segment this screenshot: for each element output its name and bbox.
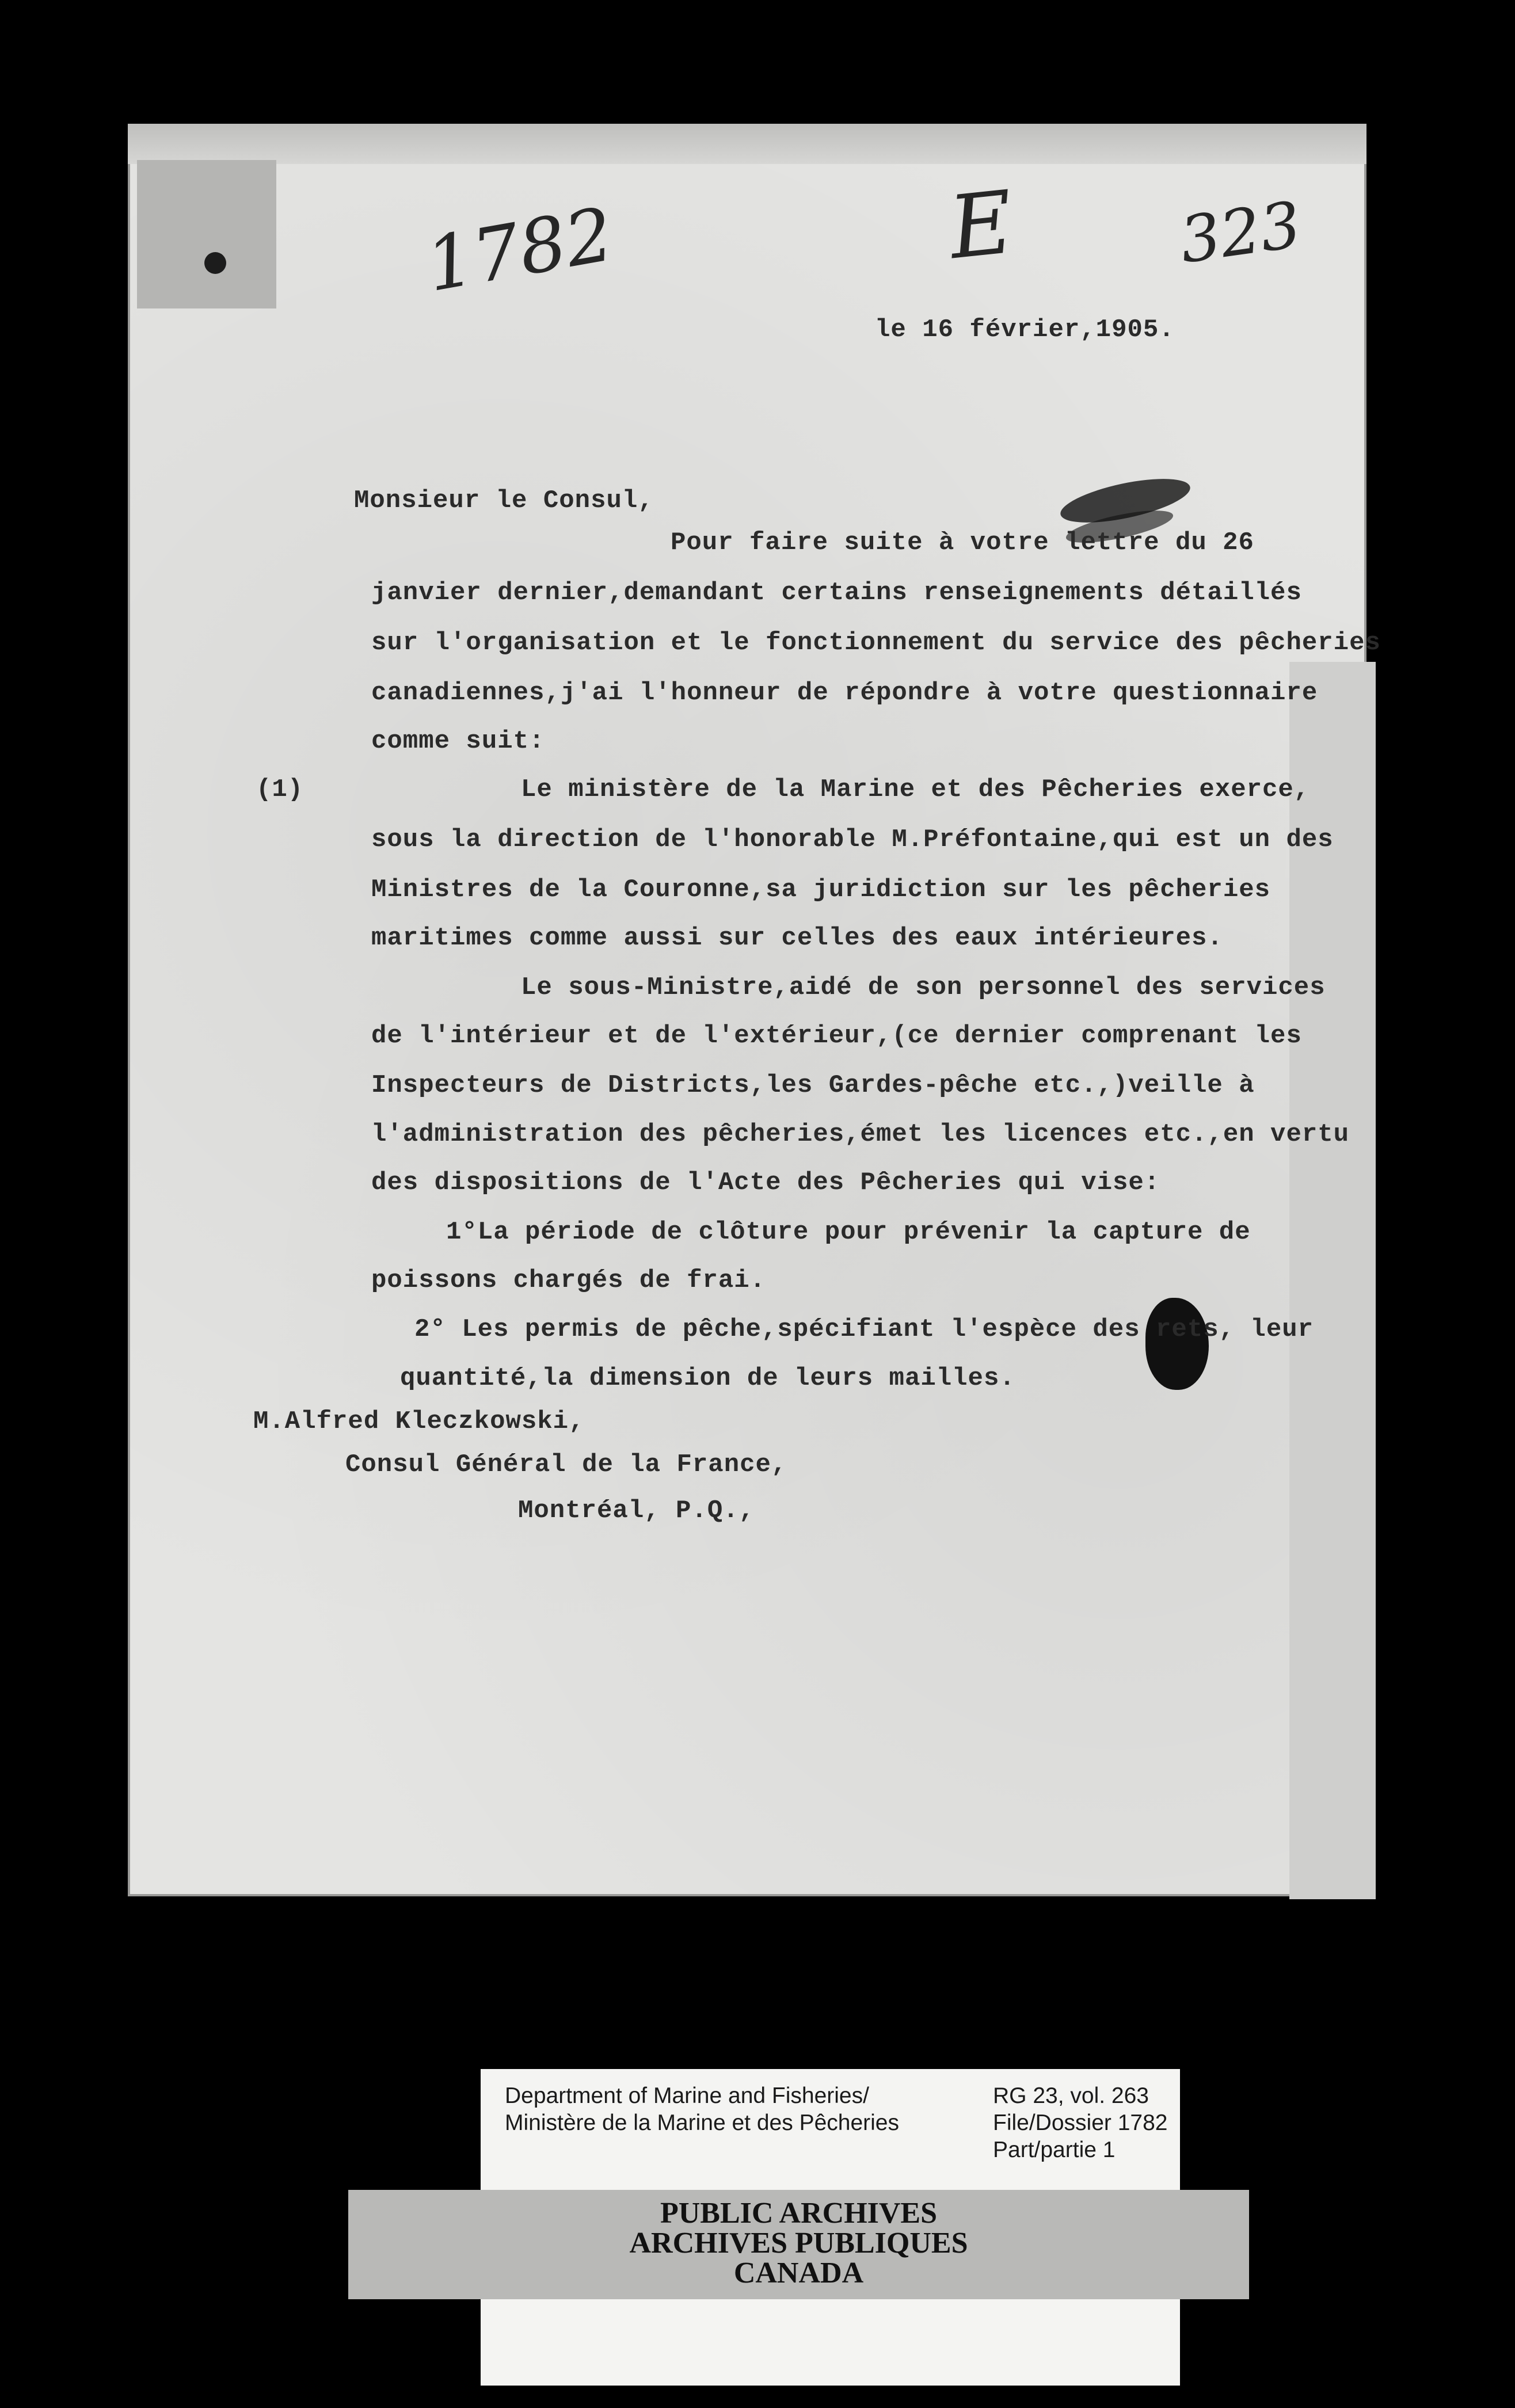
letter-line: 2° Les permis de pêche,spécifiant l'espèce des rets, leur xyxy=(414,1315,1314,1344)
letter-line: canadiennes,j'ai l'honneur de répondre à votre questionnaire xyxy=(371,679,1318,707)
letter-date: le 16 février,1905. xyxy=(875,315,1175,344)
label-reference-part: Part/partie 1 xyxy=(993,2138,1116,2162)
letter-line: Pour faire suite à votre lettre du 26 xyxy=(671,528,1254,557)
label-department-en: Department of Marine and Fisheries/ xyxy=(505,2083,869,2108)
stamp-line-3: CANADA xyxy=(733,2257,864,2289)
letter-line: l'administration des pêcheries,émet les licences etc.,en vertu xyxy=(371,1120,1350,1149)
label-department-fr: Ministère de la Marine et des Pêcheries xyxy=(505,2110,899,2135)
letter-line: des dispositions de l'Acte des Pêcheries qui vise: xyxy=(371,1168,1160,1197)
document-page xyxy=(128,124,1366,1896)
addressee-city: Montréal, P.Q., xyxy=(518,1496,755,1525)
letter-line: quantité,la dimension de leurs mailles. xyxy=(400,1364,1015,1393)
punch-hole xyxy=(204,252,226,274)
handwritten-file-number: 1782 xyxy=(420,191,620,309)
letter-line: de l'intérieur et de l'extérieur,(ce dernier comprenant les xyxy=(371,1022,1302,1050)
letter-line: Inspecteurs de Districts,les Gardes-pêche etc.,)veille à xyxy=(371,1071,1255,1100)
label-reference-rg: RG 23, vol. 263 xyxy=(993,2083,1149,2108)
margin-number: (1) xyxy=(256,775,304,804)
stamp-line-1: PUBLIC ARCHIVES xyxy=(660,2197,938,2230)
label-reference-file: File/Dossier 1782 xyxy=(993,2110,1168,2135)
addressee-title: Consul Général de la France, xyxy=(345,1450,787,1479)
letter-line: janvier dernier,demandant certains renseignements détaillés xyxy=(371,578,1302,607)
letter-line: 1°La période de clôture pour prévenir la capture de xyxy=(446,1218,1251,1247)
addressee-name: M.Alfred Kleczkowski, xyxy=(253,1407,585,1436)
letter-line: Le sous-Ministre,aidé de son personnel des services xyxy=(521,973,1326,1002)
handwritten-page-number: 323 xyxy=(1175,188,1305,277)
page-top-edge xyxy=(128,124,1366,164)
letter-line: Le ministère de la Marine et des Pêcheries exerce, xyxy=(521,775,1310,804)
clip-tab xyxy=(137,160,276,308)
letter-line: Ministres de la Couronne,sa juridiction sur les pêcheries xyxy=(371,875,1271,904)
letter-line: poissons chargés de frai. xyxy=(371,1266,766,1295)
letter-line: sur l'organisation et le fonctionnement du service des pêcheries xyxy=(371,628,1381,657)
stamp-line-2: ARCHIVES PUBLIQUES xyxy=(629,2227,968,2260)
letter-line: sous la direction de l'honorable M.Préfontaine,qui est un des xyxy=(371,825,1334,854)
letter-line: comme suit: xyxy=(371,727,545,756)
handwritten-letter-mark: E xyxy=(945,172,1018,279)
letter-line: maritimes comme aussi sur celles des eaux intérieures. xyxy=(371,924,1223,952)
letter-salutation: Monsieur le Consul, xyxy=(354,486,654,515)
